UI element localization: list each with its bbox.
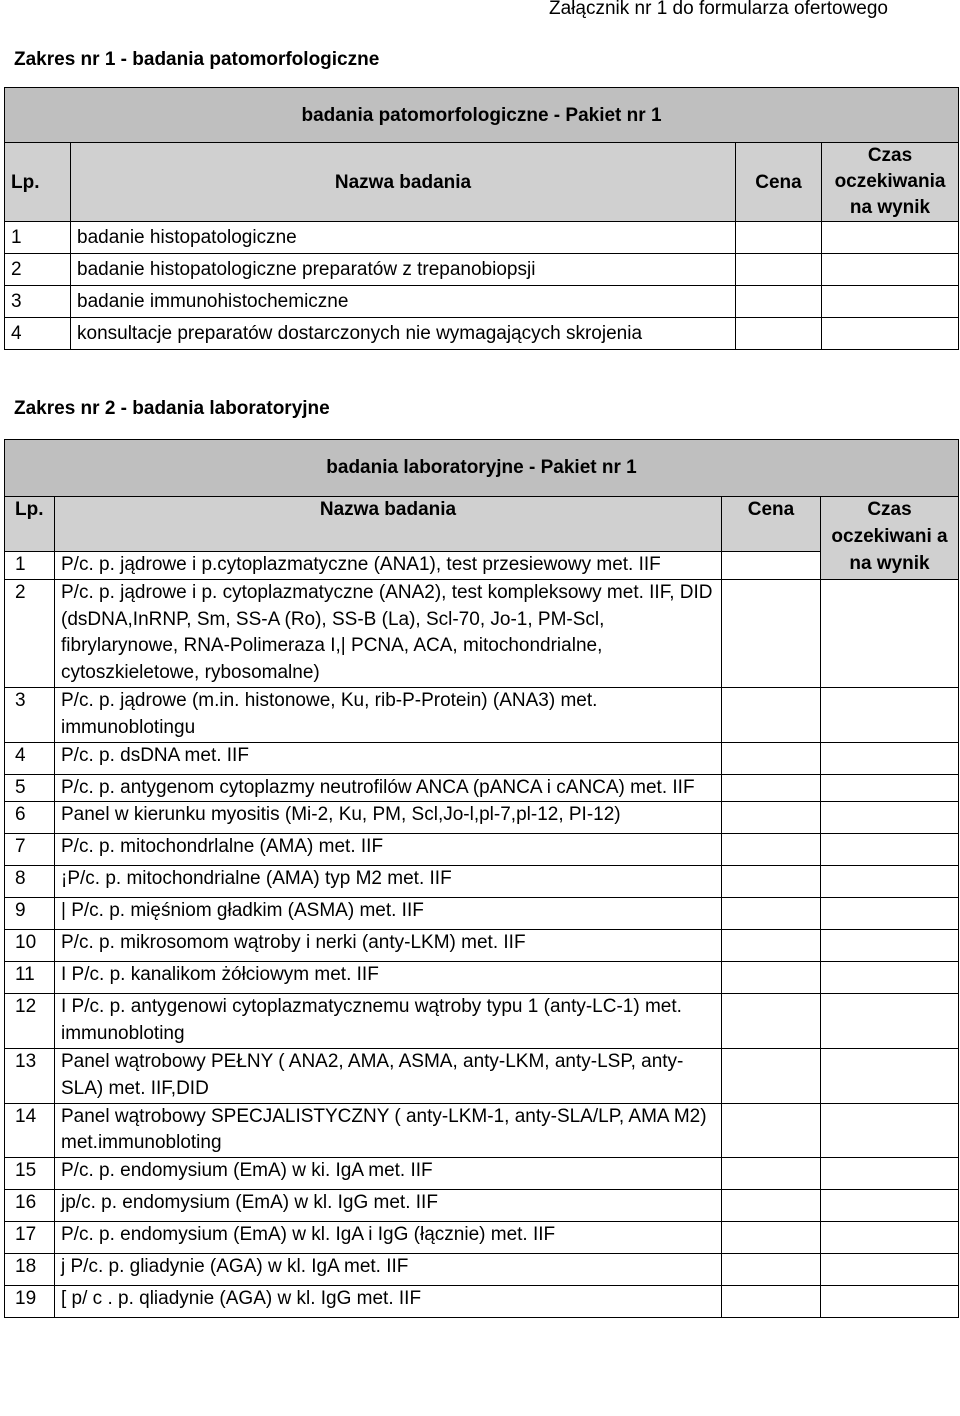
row-name: P/c. p. endomysium (EmA) w ki. IgA met. IIF [55, 1158, 722, 1190]
row-name: badanie histopatologiczne [71, 222, 736, 254]
row-lp: 7 [5, 834, 55, 866]
col-lp-header: Lp. [5, 143, 71, 222]
row-name: Panel w kierunku myositis (Mi-2, Ku, PM, Scl,Jo-l,pl-7,pl-12, PI-12) [55, 802, 722, 834]
table-row [5, 552, 959, 580]
row-lp: 8 [5, 866, 55, 898]
row-lp: 10 [5, 930, 55, 962]
price-cell [722, 1286, 821, 1318]
wait-cell [822, 318, 959, 350]
price-cell [722, 962, 821, 994]
row-name: P/c. p. mitochondrlalne (AMA) met. IIF [55, 834, 722, 866]
wait-cell [822, 254, 959, 286]
row-lp: 13 [5, 1048, 55, 1103]
table-row [5, 774, 959, 802]
wait-cell [821, 1158, 959, 1190]
row-lp: 2 [5, 579, 55, 687]
table-row [5, 286, 959, 318]
wait-cell [821, 866, 959, 898]
row-name: P/c. p. jądrowe (m.in. histonowe, Ku, rib-P-Protein) (ANA3) met. immunoblotingu [55, 687, 722, 742]
price-cell [722, 552, 821, 580]
wait-cell [822, 286, 959, 318]
table-row [5, 866, 959, 898]
price-cell [722, 687, 821, 742]
wait-cell [821, 962, 959, 994]
wait-cell [821, 994, 959, 1049]
row-lp: 19 [5, 1286, 55, 1318]
table-row [5, 1254, 959, 1286]
row-name: I P/c. p. antygenowi cytoplazmatycznemu wątroby typu 1 (anty-LC-1) met. immunobloting [55, 994, 722, 1049]
table-row [5, 834, 959, 866]
price-cell [722, 994, 821, 1049]
row-name: badanie immunohistochemiczne [71, 286, 736, 318]
row-name: P/c. p. antygenom cytoplazmy neutrofilów ANCA (pANCA i cANCA) met. IIF [55, 774, 722, 802]
row-name: P/c. p. endomysium (EmA) w kl. IgA i IgG (łącznie) met. IIF [55, 1222, 722, 1254]
wait-cell [821, 1048, 959, 1103]
table-row [5, 222, 959, 254]
row-lp: 16 [5, 1190, 55, 1222]
table-row [5, 962, 959, 994]
package-1-header: badania patomorfologiczne - Pakiet nr 1 [5, 88, 959, 143]
col-wait-header: Czas oczekiwani a na wynik [821, 497, 959, 580]
price-cell [722, 898, 821, 930]
price-cell [722, 1103, 821, 1158]
row-lp: 1 [5, 552, 55, 580]
table-row [5, 579, 959, 687]
table-row [5, 1158, 959, 1190]
price-cell [736, 222, 822, 254]
price-cell [722, 1254, 821, 1286]
col-lp-header: Lp. [5, 497, 55, 552]
table-row [5, 687, 959, 742]
wait-cell [822, 222, 959, 254]
wait-cell [821, 1286, 959, 1318]
row-name: P/c. p. jądrowe i p.cytoplazmatyczne (ANA1), test przesiewowy met. IIF [55, 552, 722, 580]
row-lp: 3 [5, 687, 55, 742]
row-name: Panel wątrobowy PEŁNY ( ANA2, AMA, ASMA, anty-LKM, anty-LSP, anty-SLA) met. IIF,DID [55, 1048, 722, 1103]
table-row [5, 994, 959, 1049]
row-name: konsultacje preparatów dostarczonych nie wymagających skrojenia [71, 318, 736, 350]
col-price-header: Cena [722, 497, 821, 552]
wait-cell [821, 1222, 959, 1254]
row-lp: 2 [5, 254, 71, 286]
price-cell [722, 1048, 821, 1103]
wait-cell [821, 930, 959, 962]
row-name: badanie histopatologiczne preparatów z trepanobiopsji [71, 254, 736, 286]
table-row [5, 802, 959, 834]
price-cell [722, 579, 821, 687]
wait-cell [821, 687, 959, 742]
table-row [5, 1103, 959, 1158]
wait-cell [821, 802, 959, 834]
row-lp: 6 [5, 802, 55, 834]
wait-cell [821, 774, 959, 802]
price-cell [722, 866, 821, 898]
scope-1-table [4, 87, 959, 350]
row-lp: 18 [5, 1254, 55, 1286]
table-row [5, 930, 959, 962]
table-row [5, 898, 959, 930]
table-row [5, 1048, 959, 1103]
row-lp: 9 [5, 898, 55, 930]
table-row [5, 1222, 959, 1254]
row-lp: 4 [5, 318, 71, 350]
col-name-header: Nazwa badania [55, 497, 722, 552]
row-lp: 4 [5, 742, 55, 774]
table-row [5, 1286, 959, 1318]
row-lp: 15 [5, 1158, 55, 1190]
table-row [5, 318, 959, 350]
price-cell [736, 286, 822, 318]
row-name: I P/c. p. kanalikom żółciowym met. IIF [55, 962, 722, 994]
wait-cell [821, 834, 959, 866]
wait-cell [821, 579, 959, 687]
row-name: j P/c. p. gliadynie (AGA) w kl. IgA met. IIF [55, 1254, 722, 1286]
wait-cell [821, 898, 959, 930]
price-cell [722, 930, 821, 962]
col-price-header: Cena [736, 143, 822, 222]
row-name: P/c. p. jądrowe i p. cytoplazmatyczne (ANA2), test kompleksowy met. IIF, DID (dsDNA,InRNP, Sm, SS-A (Ro), SS-B (La), Scl-70, Jo-1, PM-Scl, fibrylarynowe, RNA-Polimeraza I,| PCNA, ACA, mitochondrialne, cytoszkieletowe, rybosomalne) [55, 579, 722, 687]
row-name: P/c. p. mikrosomom wątroby i nerki (anty-LKM) met. IIF [55, 930, 722, 962]
price-cell [736, 318, 822, 350]
price-cell [722, 1222, 821, 1254]
scope-2-title: Zakres nr 2 - badania laboratoryjne [14, 398, 330, 419]
row-lp: 12 [5, 994, 55, 1049]
wait-cell [821, 1254, 959, 1286]
scope-2-table [4, 439, 959, 1318]
price-cell [722, 742, 821, 774]
row-lp: 17 [5, 1222, 55, 1254]
row-lp: 1 [5, 222, 71, 254]
row-name: jp/c. p. endomysium (EmA) w kl. IgG met. IIF [55, 1190, 722, 1222]
price-cell [722, 1190, 821, 1222]
table-row [5, 742, 959, 774]
wait-cell [821, 1190, 959, 1222]
row-name: ¡P/c. p. mitochondrialne (AMA) typ M2 met. IIF [55, 866, 722, 898]
price-cell [722, 834, 821, 866]
table-row [5, 254, 959, 286]
row-lp: 11 [5, 962, 55, 994]
row-lp: 3 [5, 286, 71, 318]
wait-cell [821, 742, 959, 774]
scope-1-title: Zakres nr 1 - badania patomorfologiczne [14, 49, 380, 70]
appendix-title: Załącznik nr 1 do formularza ofertowego [549, 0, 888, 19]
package-2-header: badania laboratoryjne - Pakiet nr 1 [5, 440, 959, 497]
col-wait-header: Czas oczekiwania na wynik [822, 143, 959, 222]
row-name: [ p/ c . p. qliadynie (AGA) w kl. IgG met. IIF [55, 1286, 722, 1318]
price-cell [722, 774, 821, 802]
price-cell [722, 802, 821, 834]
col-name-header: Nazwa badania [71, 143, 736, 222]
price-cell [722, 1158, 821, 1190]
row-name: P/c. p. dsDNA met. IIF [55, 742, 722, 774]
table-row [5, 1190, 959, 1222]
row-name: | P/c. p. mięśniom gładkim (ASMA) met. IIF [55, 898, 722, 930]
row-name: Panel wątrobowy SPECJALISTYCZNY ( anty-LKM-1, anty-SLA/LP, AMA M2) met.immunobloting [55, 1103, 722, 1158]
row-lp: 5 [5, 774, 55, 802]
row-lp: 14 [5, 1103, 55, 1158]
price-cell [736, 254, 822, 286]
wait-cell [821, 1103, 959, 1158]
